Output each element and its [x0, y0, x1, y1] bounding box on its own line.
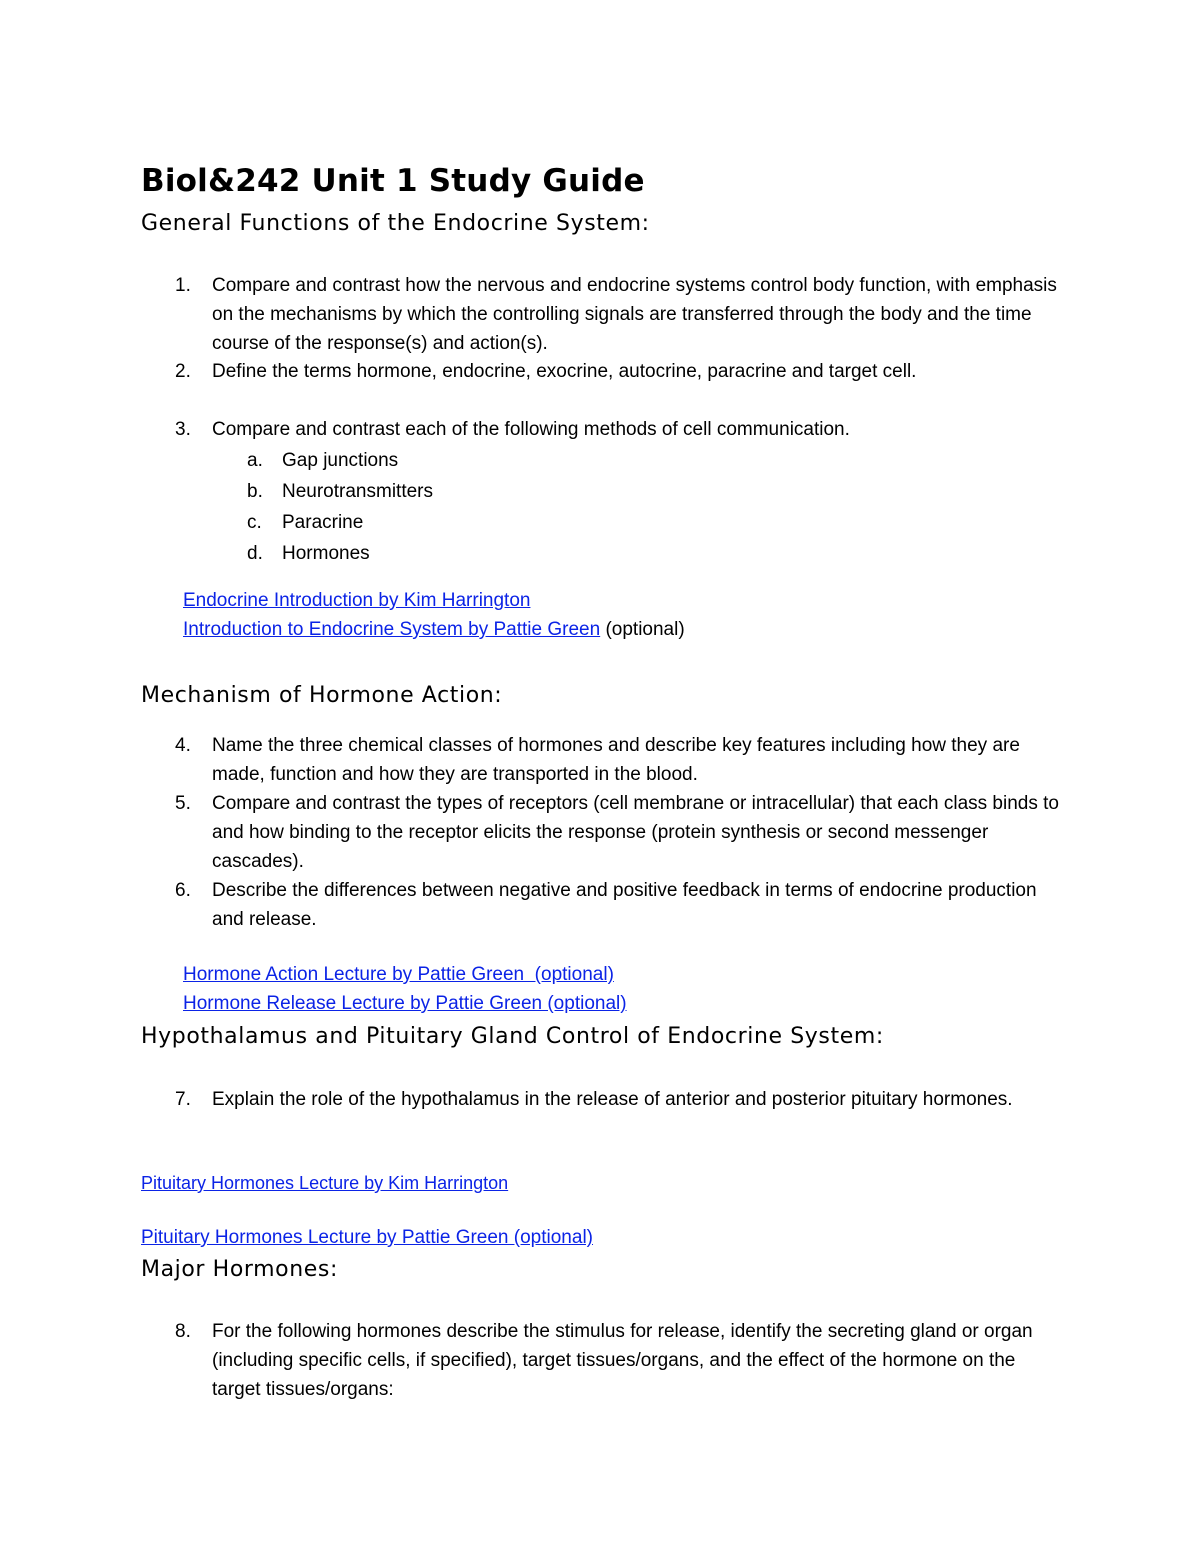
link-line [141, 1169, 508, 1198]
section-heading-major: Major Hormones: [141, 1257, 338, 1282]
list-item [0, 789, 1200, 879]
link-line [183, 989, 627, 1018]
pituitary-pattie-link[interactable]: Pituitary Hormones Lecture by Pattie Green (optional) [141, 1227, 593, 1248]
section-heading-hypothalamus: Hypothalamus and Pituitary Gland Control of Endocrine System: [141, 1024, 884, 1049]
item-text: Compare and contrast the types of receptors (cell membrane or intracellular) that each class binds to and how binding to the receptor elicits the response (protein synthesis or second messenger cascades). [212, 793, 1059, 872]
sub-item-text: Neurotransmitters [282, 481, 433, 502]
page-title: Biol&242 Unit 1 Study Guide [141, 163, 645, 199]
pituitary-kim-link[interactable]: Pituitary Hormones Lecture by Kim Harrington [141, 1173, 509, 1193]
sub-list-item [0, 477, 1200, 507]
hormone-release-link[interactable]: Hormone Release Lecture by Pattie Green (optional) [183, 993, 627, 1014]
link-line [183, 960, 614, 989]
item-text: Define the terms hormone, endocrine, exocrine, autocrine, paracrine and target cell. [212, 361, 917, 382]
item-text: Explain the role of the hypothalamus in the release of anterior and posterior pituitary hormones. [212, 1089, 1013, 1110]
item-number: 8. [175, 1321, 191, 1342]
item-text: Compare and contrast each of the following methods of cell communication. [212, 419, 850, 440]
sub-item-letter: d. [247, 543, 263, 564]
item-text: For the following hormones describe the stimulus for release, identify the secreting gland or organ (including specific cells, if specified), target tissues/organs, and the effect of the hormone on the target tissues/organs: [212, 1321, 1033, 1400]
item-number: 1. [175, 275, 191, 296]
sub-item-letter: b. [247, 481, 263, 502]
item-number: 2. [175, 361, 191, 382]
sub-item-text: Paracrine [282, 512, 364, 533]
item-text: Describe the differences between negative and positive feedback in terms of endocrine production and release. [212, 880, 1037, 930]
list-item [0, 1085, 1200, 1145]
endocrine-intro-link[interactable]: Endocrine Introduction by Kim Harrington [183, 590, 531, 611]
list-item [0, 731, 1200, 791]
sub-list-item [0, 446, 1200, 476]
list-item [0, 876, 1200, 936]
list-item [0, 357, 1200, 387]
list-item [0, 1317, 1200, 1407]
optional-note: (optional) [600, 619, 685, 640]
sub-item-text: Gap junctions [282, 450, 399, 471]
list-item [0, 271, 1200, 361]
item-number: 4. [175, 735, 191, 756]
sub-item-letter: c. [247, 512, 262, 533]
link-line [183, 615, 685, 644]
sub-list-item [0, 539, 1200, 569]
endocrine-system-intro-link[interactable]: Introduction to Endocrine System by Pattie Green [183, 619, 601, 640]
sub-item-letter: a. [247, 450, 263, 471]
sub-list-item [0, 508, 1200, 538]
item-number: 7. [175, 1089, 191, 1110]
list-item [0, 415, 1200, 445]
hormone-action-link[interactable]: Hormone Action Lecture by Pattie Green (optional) [183, 964, 614, 985]
item-number: 3. [175, 419, 191, 440]
item-text: Compare and contrast how the nervous and endocrine systems control body function, with emphasis on the mechanisms by which the controlling signals are transferred through the body and the time course of the response(s) and action(s). [212, 275, 1057, 354]
item-text: Name the three chemical classes of hormones and describe key features including how they are made, function and how they are transported in the blood. [212, 735, 1020, 785]
item-number: 5. [175, 793, 191, 814]
section-heading-mechanism: Mechanism of Hormone Action: [141, 683, 503, 708]
link-line [141, 1223, 593, 1252]
link-line [183, 586, 530, 615]
item-number: 6. [175, 880, 191, 901]
sub-item-text: Hormones [282, 543, 370, 564]
section-heading-general: General Functions of the Endocrine System: [141, 211, 650, 236]
